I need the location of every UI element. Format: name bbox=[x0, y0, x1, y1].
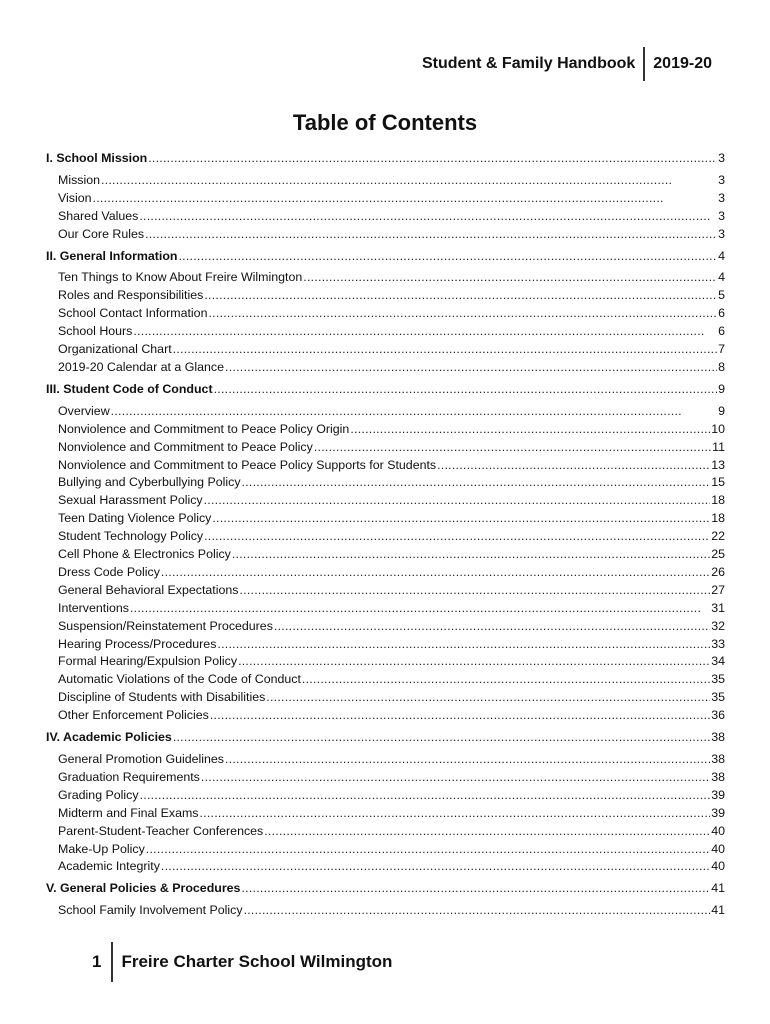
toc-entry-label: General Behavioral Expectations bbox=[58, 582, 239, 597]
toc-entry-label: Grading Policy bbox=[58, 787, 139, 802]
toc-entry-label: Bullying and Cyberbullying Policy bbox=[58, 475, 241, 490]
dot-leader bbox=[264, 823, 710, 841]
toc-entry[interactable] bbox=[46, 421, 725, 439]
toc-entry[interactable] bbox=[46, 359, 725, 377]
dot-leader bbox=[173, 341, 717, 359]
toc-entry-label: Shared Values bbox=[58, 208, 139, 223]
toc-entry-label: Nonviolence and Commitment to Peace Policy Supports for Students bbox=[58, 457, 437, 472]
toc-page-number: 22 bbox=[711, 529, 725, 544]
dot-leader bbox=[140, 787, 711, 805]
toc-entry[interactable] bbox=[46, 636, 725, 654]
page-header bbox=[422, 47, 712, 81]
toc-section bbox=[46, 248, 725, 377]
toc-section-label: IV. Academic Policies bbox=[46, 730, 172, 745]
toc-entry[interactable] bbox=[46, 858, 725, 876]
toc-entry-label: Organizational Chart bbox=[58, 342, 172, 357]
toc-page-number: 13 bbox=[711, 457, 725, 472]
dot-leader bbox=[437, 457, 710, 475]
toc-entry-label: School Contact Information bbox=[58, 306, 208, 321]
toc-page-number: 9 bbox=[718, 403, 725, 418]
toc-entry[interactable] bbox=[46, 564, 725, 582]
toc-entry[interactable] bbox=[46, 510, 725, 528]
dot-leader bbox=[173, 729, 710, 747]
toc-entry[interactable] bbox=[46, 305, 725, 323]
dot-leader bbox=[204, 492, 711, 510]
toc-entry[interactable] bbox=[46, 841, 725, 859]
toc-entry-label: Suspension/Reinstatement Procedures bbox=[58, 618, 273, 633]
toc-entry-label: Other Enforcement Policies bbox=[58, 708, 209, 723]
dot-leader bbox=[146, 841, 710, 859]
toc-entry-label: Discipline of Students with Disabilities bbox=[58, 690, 266, 705]
dot-leader bbox=[244, 902, 711, 920]
toc-entry[interactable] bbox=[46, 474, 725, 492]
toc-entry[interactable] bbox=[46, 208, 725, 226]
toc-section-label: II. General Information bbox=[46, 248, 178, 263]
toc-page-number: 4 bbox=[718, 270, 725, 285]
toc-entry-label: Student Technology Policy bbox=[58, 529, 204, 544]
toc-page-number: 3 bbox=[718, 190, 725, 205]
toc-entry-label: Teen Dating Violence Policy bbox=[58, 511, 212, 526]
toc-section-heading[interactable] bbox=[46, 729, 725, 747]
toc-section-heading[interactable] bbox=[46, 381, 725, 399]
toc-page-number: 35 bbox=[711, 690, 725, 705]
toc-page-number: 32 bbox=[711, 618, 725, 633]
toc-section-heading[interactable] bbox=[46, 880, 725, 898]
toc-entry[interactable] bbox=[46, 707, 725, 725]
toc-section-label: V. General Policies & Procedures bbox=[46, 881, 241, 896]
toc-page-number: 5 bbox=[718, 288, 725, 303]
toc-page-number: 41 bbox=[711, 881, 725, 896]
toc-entry-label: Interventions bbox=[58, 600, 129, 615]
toc-entry[interactable] bbox=[46, 172, 725, 190]
toc-entry-label: School Hours bbox=[58, 324, 133, 339]
dot-leader bbox=[302, 671, 710, 689]
toc-page-number: 15 bbox=[711, 475, 725, 490]
dot-leader bbox=[239, 582, 710, 600]
toc-entry[interactable] bbox=[46, 653, 725, 671]
dot-leader bbox=[139, 208, 717, 226]
toc-page-number: 25 bbox=[711, 547, 725, 562]
toc-page-number: 31 bbox=[711, 600, 725, 615]
dot-leader bbox=[148, 150, 717, 168]
toc-entry-label: Overview bbox=[58, 403, 110, 418]
toc-entry[interactable] bbox=[46, 805, 725, 823]
toc-entry-label: School Family Involvement Policy bbox=[58, 903, 243, 918]
dot-leader bbox=[214, 381, 718, 399]
dot-leader bbox=[212, 510, 710, 528]
toc-entry-label: Ten Things to Know About Freire Wilmington bbox=[58, 270, 303, 285]
dot-leader bbox=[210, 707, 710, 725]
toc-entry[interactable] bbox=[46, 403, 725, 421]
dot-leader bbox=[238, 653, 710, 671]
toc-entry-label: Vision bbox=[58, 190, 92, 205]
toc-entry[interactable] bbox=[46, 600, 725, 618]
toc-entry-label: Automatic Violations of the Code of Conduct bbox=[58, 672, 301, 687]
toc-page-number: 38 bbox=[711, 730, 725, 745]
toc-entry[interactable] bbox=[46, 751, 725, 769]
toc-entry[interactable] bbox=[46, 287, 725, 305]
dot-leader bbox=[242, 474, 711, 492]
table-of-contents bbox=[46, 150, 725, 924]
dot-leader bbox=[241, 880, 710, 898]
toc-entry[interactable] bbox=[46, 546, 725, 564]
dot-leader bbox=[101, 172, 717, 190]
toc-entry[interactable] bbox=[46, 528, 725, 546]
toc-page-number: 41 bbox=[711, 903, 725, 918]
toc-page-number: 3 bbox=[718, 226, 725, 241]
toc-section bbox=[46, 381, 725, 725]
toc-page-number: 35 bbox=[711, 672, 725, 687]
toc-page-number: 18 bbox=[711, 493, 725, 508]
toc-section bbox=[46, 150, 725, 244]
toc-entry-label: Parent-Student-Teacher Conferences bbox=[58, 823, 264, 838]
toc-page-number: 3 bbox=[718, 208, 725, 223]
dot-leader bbox=[204, 287, 717, 305]
toc-page-number: 40 bbox=[711, 841, 725, 856]
handbook-year: 2019-20 bbox=[653, 55, 712, 72]
toc-page-number: 26 bbox=[711, 564, 725, 579]
toc-page-number: 4 bbox=[718, 248, 725, 263]
toc-entry-label: Midterm and Final Exams bbox=[58, 805, 199, 820]
handbook-title: Student & Family Handbook bbox=[421, 55, 636, 72]
toc-section-label: III. Student Code of Conduct bbox=[46, 381, 213, 396]
dot-leader bbox=[350, 421, 710, 439]
toc-page-number: 6 bbox=[718, 306, 725, 321]
toc-page-number: 38 bbox=[711, 769, 725, 784]
toc-section bbox=[46, 729, 725, 876]
toc-page-number: 18 bbox=[711, 511, 725, 526]
toc-entry-label: Our Core Rules bbox=[58, 226, 145, 241]
toc-page-number: 33 bbox=[711, 636, 725, 651]
toc-page-number: 11 bbox=[712, 439, 725, 454]
toc-page-number: 27 bbox=[711, 582, 725, 597]
toc-entry[interactable] bbox=[46, 769, 725, 787]
toc-entry-label: Sexual Harassment Policy bbox=[58, 493, 203, 508]
toc-entry-label: Nonviolence and Commitment to Peace Policy Origin bbox=[58, 421, 350, 436]
toc-entry[interactable] bbox=[46, 689, 725, 707]
toc-entry[interactable] bbox=[46, 226, 725, 244]
dot-leader bbox=[130, 600, 710, 618]
toc-entry-label: Formal Hearing/Expulsion Policy bbox=[58, 654, 238, 669]
dot-leader bbox=[232, 546, 710, 564]
dot-leader bbox=[217, 636, 710, 654]
toc-entry[interactable] bbox=[46, 618, 725, 636]
dot-leader bbox=[161, 564, 710, 582]
dot-leader bbox=[303, 269, 717, 287]
toc-entry-label: Cell Phone & Electronics Policy bbox=[58, 547, 231, 562]
toc-page-number: 8 bbox=[718, 359, 725, 374]
dot-leader bbox=[204, 528, 710, 546]
toc-section-label: I. School Mission bbox=[46, 151, 148, 165]
toc-entry[interactable] bbox=[46, 671, 725, 689]
toc-entry-label: Nonviolence and Commitment to Peace Policy bbox=[58, 439, 313, 454]
toc-entry[interactable] bbox=[46, 582, 725, 600]
toc-page-number: 9 bbox=[718, 381, 725, 396]
dot-leader bbox=[145, 226, 717, 244]
page-number: 1 bbox=[92, 952, 102, 971]
page-title: Table of Contents bbox=[292, 110, 478, 135]
toc-entry[interactable] bbox=[46, 190, 725, 208]
toc-entry[interactable] bbox=[46, 492, 725, 510]
dot-leader bbox=[111, 403, 717, 421]
toc-page-number: 3 bbox=[718, 151, 725, 165]
dot-leader bbox=[266, 689, 710, 707]
toc-entry[interactable] bbox=[46, 902, 725, 920]
toc-page-number: 7 bbox=[718, 342, 725, 357]
dot-leader bbox=[161, 858, 710, 876]
toc-entry[interactable] bbox=[46, 269, 725, 287]
toc-page-number: 6 bbox=[718, 324, 725, 339]
dot-leader bbox=[314, 439, 711, 457]
dot-leader bbox=[199, 805, 710, 823]
dot-leader bbox=[274, 618, 710, 636]
dot-leader bbox=[201, 769, 710, 787]
toc-page-number: 3 bbox=[718, 172, 725, 187]
toc-entry[interactable] bbox=[46, 787, 725, 805]
toc-page-number: 34 bbox=[711, 654, 725, 669]
toc-entry[interactable] bbox=[46, 457, 725, 475]
toc-entry[interactable] bbox=[46, 323, 725, 341]
toc-entry-label: Dress Code Policy bbox=[58, 564, 160, 579]
toc-page-number: 40 bbox=[711, 823, 725, 838]
toc-section bbox=[46, 880, 725, 920]
toc-entry-label: Academic Integrity bbox=[58, 859, 160, 874]
toc-entry[interactable] bbox=[46, 439, 725, 457]
dot-leader bbox=[179, 248, 718, 266]
dot-leader bbox=[225, 751, 710, 769]
toc-entry-label: Roles and Responsibilities bbox=[58, 288, 204, 303]
toc-entry-label: Mission bbox=[58, 172, 100, 187]
toc-page-number: 10 bbox=[711, 421, 725, 436]
toc-entry[interactable] bbox=[46, 823, 725, 841]
toc-section-heading[interactable] bbox=[46, 248, 725, 266]
school-name: Freire Charter School Wilmington bbox=[121, 952, 393, 971]
dot-leader bbox=[93, 190, 718, 208]
toc-page-number: 39 bbox=[711, 805, 725, 820]
toc-entry-label: 2019-20 Calendar at a Glance bbox=[58, 359, 225, 374]
toc-entry-label: General Promotion Guidelines bbox=[58, 752, 224, 766]
toc-entry[interactable] bbox=[46, 341, 725, 359]
toc-entry-label: Hearing Process/Procedures bbox=[58, 636, 217, 651]
toc-entry-label: Make-Up Policy bbox=[58, 841, 145, 856]
toc-page-number: 40 bbox=[711, 859, 725, 874]
toc-section-heading[interactable] bbox=[46, 150, 725, 168]
toc-page-number: 38 bbox=[711, 752, 725, 766]
toc-page-number: 39 bbox=[711, 787, 725, 802]
toc-page-number: 36 bbox=[711, 708, 725, 723]
dot-leader bbox=[208, 305, 717, 323]
dot-leader bbox=[133, 323, 717, 341]
toc-entry-label: Graduation Requirements bbox=[58, 769, 200, 784]
page-footer bbox=[92, 942, 392, 982]
dot-leader bbox=[225, 359, 717, 377]
